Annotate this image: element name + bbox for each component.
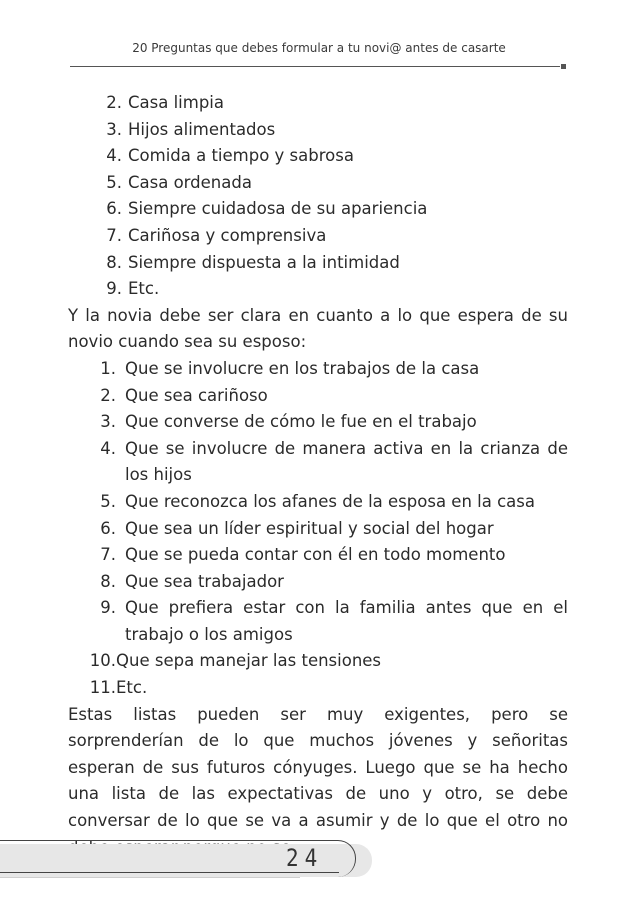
list-item: 8. Que sea trabajador — [100, 571, 284, 591]
list-item: 9. Etc. — [106, 279, 160, 299]
list-item: 7. Cariñosa y comprensiva — [106, 225, 327, 245]
page-number: 24 — [286, 844, 324, 872]
list-item: 5. Casa ordenada — [106, 172, 252, 192]
page-body — [68, 90, 568, 861]
list-item: 3. Que converse de cómo le fue en el trabajo — [100, 412, 477, 432]
list-item: 2. Que sea cariñoso — [100, 385, 268, 405]
husband-expectations-list — [68, 356, 568, 702]
list-item: 10. Que sepa manejar las tensiones — [89, 651, 382, 671]
list-item: 6. Siempre cuidadosa de su apariencia — [106, 199, 428, 219]
list-item: 2. Casa limpia — [106, 93, 224, 112]
wife-expectations-list — [68, 90, 568, 303]
list-item: 11. Etc. — [89, 678, 148, 698]
list-item: 6. Que sea un líder espiritual y social del hogar — [100, 518, 494, 538]
paragraph-closing: Estas listas pueden ser muy exigentes, pero se sorprenderían de lo que muchos jóvenes y señoritas esperan de sus futuros cónyuges. Luego que se ha hecho una lista de las expectativas de uno y otro, se debe conversar de lo que se va a asumir y de lo que el otro no — [68, 704, 568, 831]
paragraph-intro: Y la novia debe ser clara en cuanto a lo que espera de su novio cuando sea su esposo: — [68, 305, 568, 352]
footer-divider — [0, 877, 300, 878]
list-item: 4. Que se involucre de manera activa en la crianza de los hijos — [100, 438, 568, 485]
header-divider-end-mark — [561, 64, 566, 69]
list-item: 3. Hijos alimentados — [106, 119, 276, 139]
list-item: 8. Siempre dispuesta a la intimidad — [106, 252, 400, 272]
list-item: 4. Comida a tiempo y sabrosa — [106, 146, 354, 166]
header-divider — [70, 66, 560, 67]
list-item: 5. Que reconozca los afanes de la esposa en la casa — [100, 491, 535, 511]
list-item: 1. Que se involucre en los trabajos de la casa — [100, 358, 480, 378]
list-item: 7. Que se pueda contar con él en todo momento — [100, 545, 506, 565]
list-item: 9. Que prefiera estar con la familia antes que en el trabajo o los amigos — [100, 598, 568, 644]
running-header: 20 Preguntas que debes formular a tu novi@ antes de casarte — [132, 41, 506, 55]
